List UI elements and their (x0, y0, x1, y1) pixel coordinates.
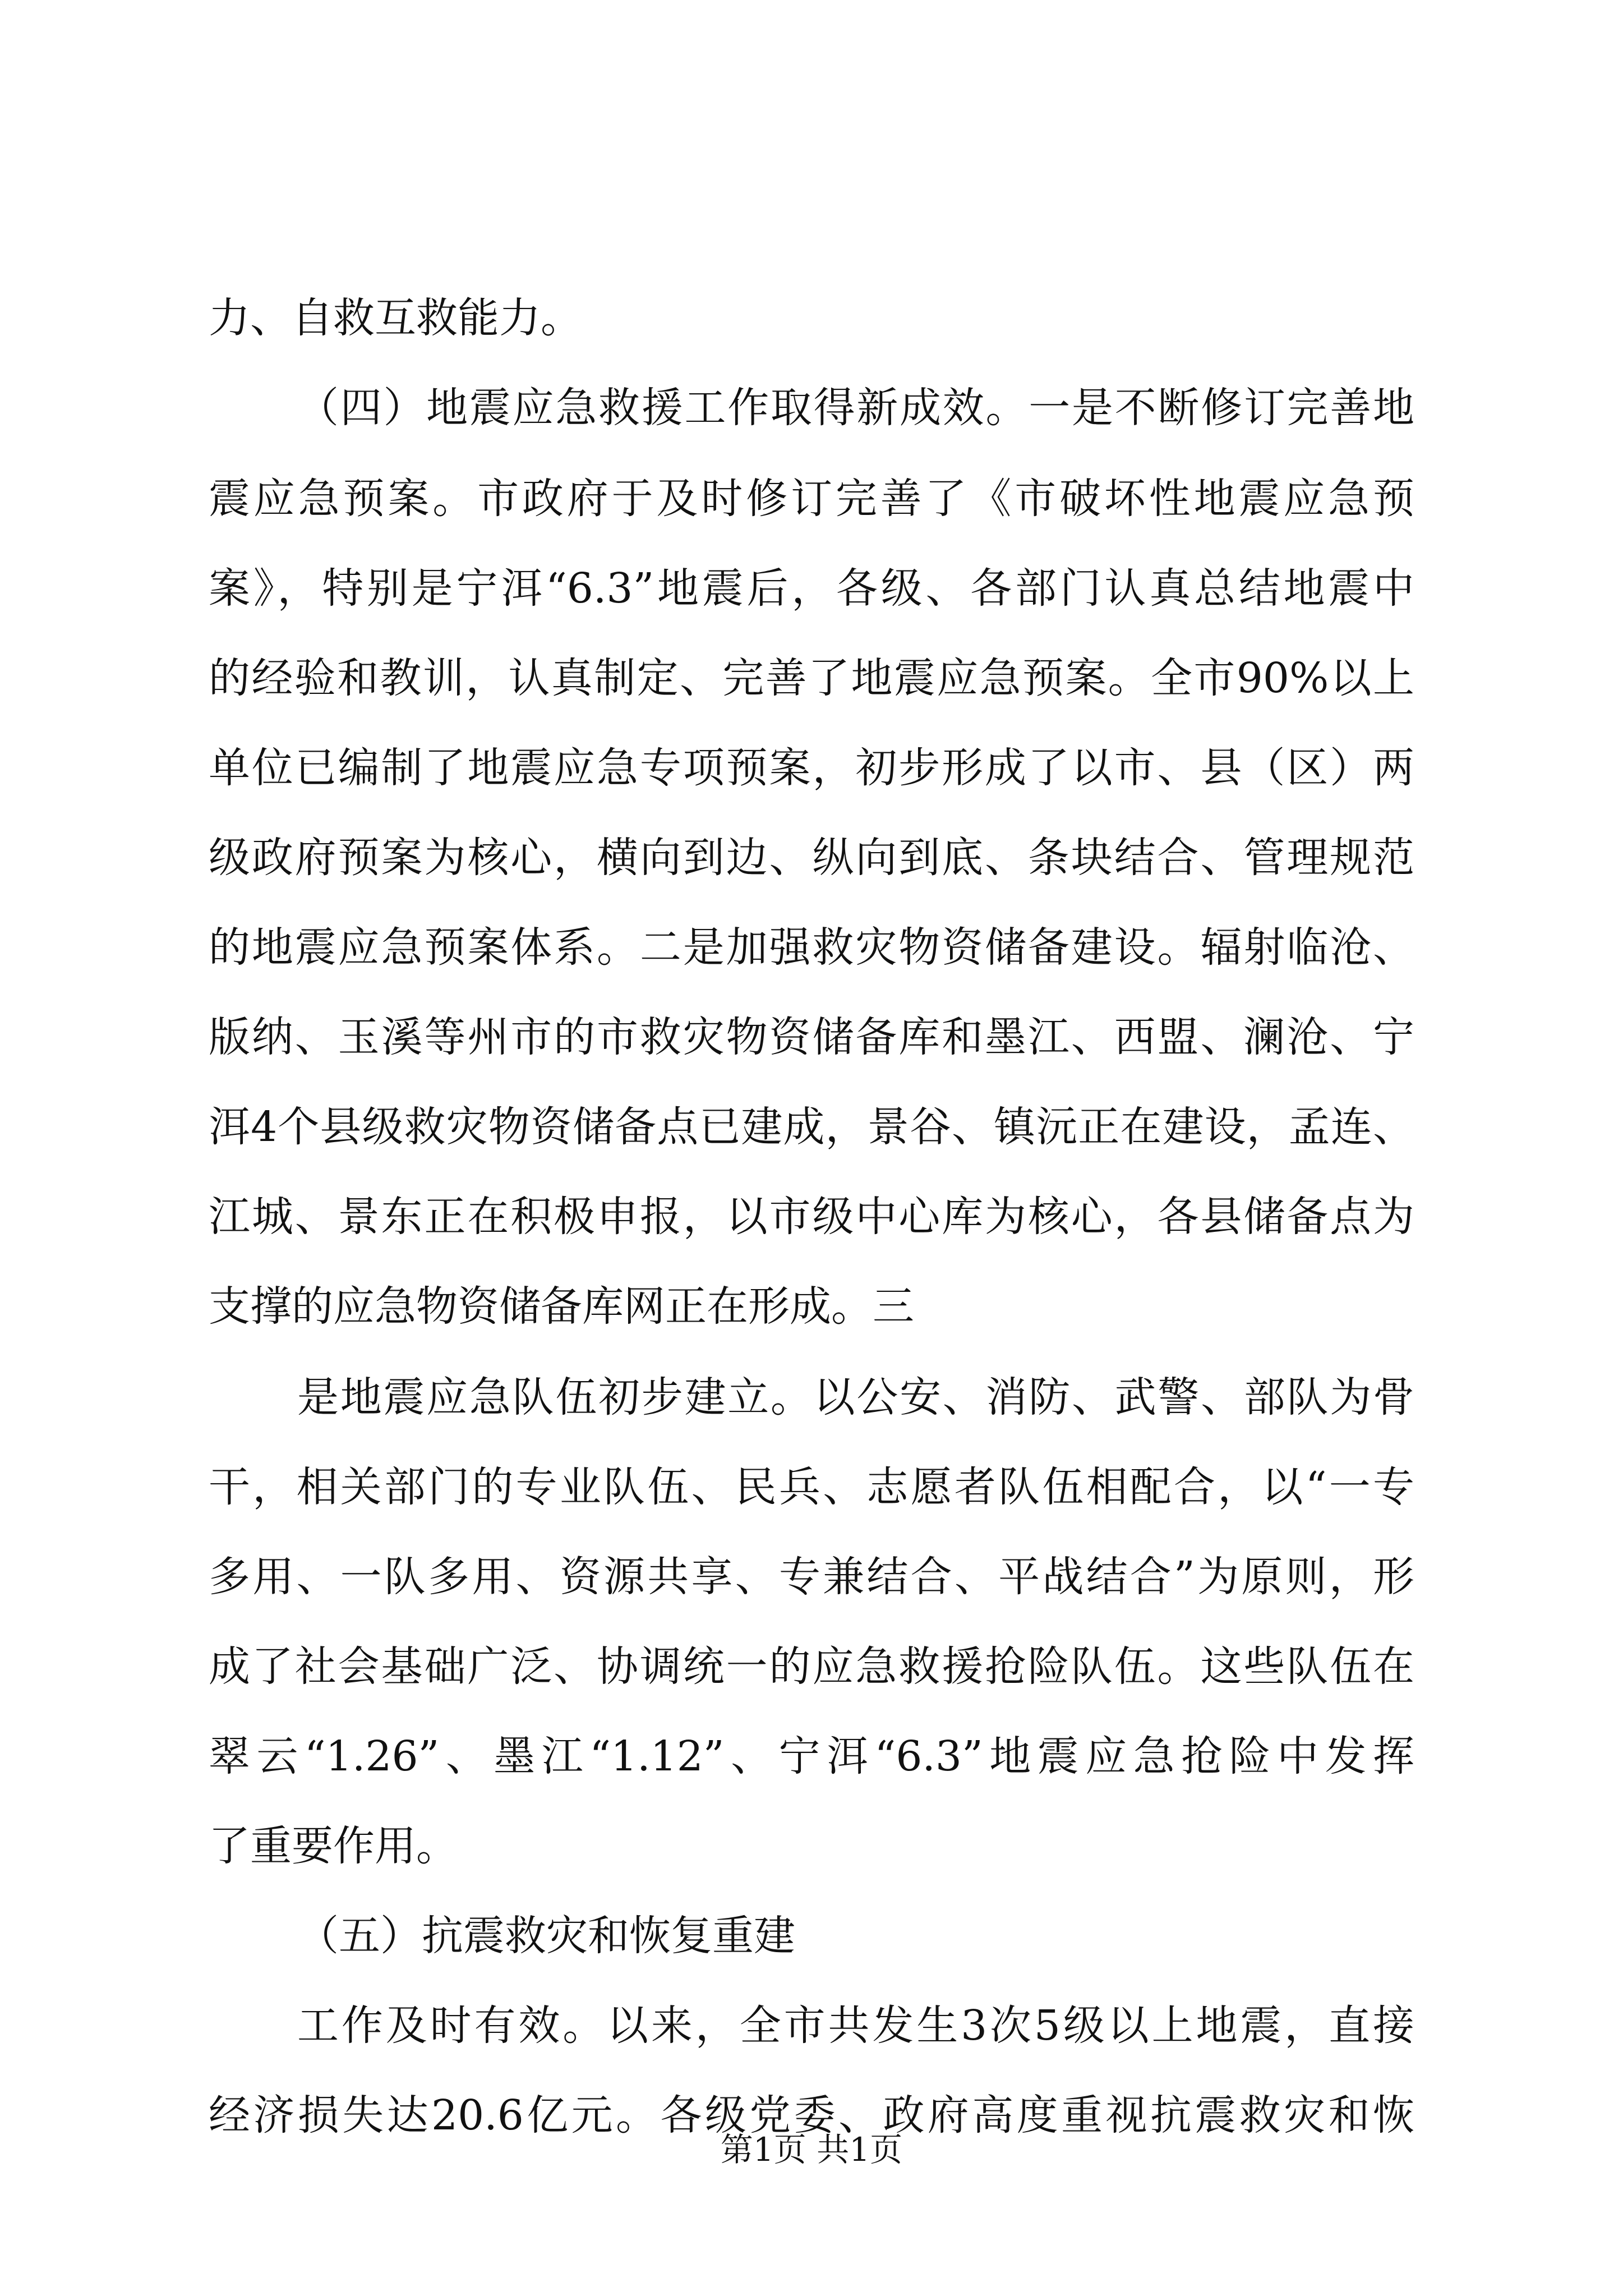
text-line-18 (0, 1815, 1623, 1877)
text-line-6 (0, 737, 1623, 799)
text-line-11-content: 江城、景东正在积极申报，以市级中心库为核心，各县储备点为 (209, 1193, 1414, 1241)
text-line-12 (0, 1276, 1623, 1337)
text-line-16-content: 成了社会基础广泛、协调统一的应急救援抢险队伍。这些队伍在 (209, 1642, 1414, 1691)
text-line-3 (0, 468, 1623, 530)
text-line-4-content: 案》，特别是宁洱“6.3”地震后，各级、各部门认真总结地震中 (209, 564, 1414, 613)
text-line-10-content: 洱4个县级救灾物资储备点已建成，景谷、镇沅正在建设，孟连、 (209, 1103, 1414, 1151)
text-line-9 (0, 1006, 1623, 1068)
text-line-17-content: 翠云“1.26”、墨江“1.12”、宁洱“6.3”地震应急抢险中发挥 (209, 1732, 1414, 1780)
text-line-13 (0, 1366, 1623, 1428)
text-line-12-content: 支撑的应急物资储备库网正在形成。三 (209, 1282, 914, 1331)
text-line-6-content: 单位已编制了地震应急专项预案，初步形成了以市、县（区）两 (209, 744, 1414, 792)
text-line-7-content: 级政府预案为核心，横向到边、纵向到底、条块结合、管理规范 (209, 834, 1414, 882)
text-line-8 (0, 917, 1623, 978)
text-line-4 (0, 558, 1623, 619)
text-line-9-content: 版纳、玉溪等州市的市救灾物资储备库和墨江、西盟、澜沧、宁 (209, 1013, 1414, 1061)
text-line-11 (0, 1186, 1623, 1248)
text-line-16 (0, 1636, 1623, 1697)
text-line-2-content: （四）地震应急救援工作取得新成效。一是不断修订完善地 (297, 384, 1414, 432)
text-line-20 (0, 1995, 1623, 2056)
text-line-14-content: 干，相关部门的专业队伍、民兵、志愿者队伍相配合，以“一专 (209, 1463, 1414, 1511)
text-line-17 (0, 1726, 1623, 1787)
text-line-1 (0, 287, 1623, 349)
text-line-1-content: 力、自救互救能力。 (209, 294, 582, 342)
text-line-15 (0, 1546, 1623, 1608)
page-number: 第1页 共1页 (720, 2131, 903, 2169)
text-line-14 (0, 1456, 1623, 1518)
text-line-13-content: 是地震应急队伍初步建立。以公安、消防、武警、部队为骨 (297, 1373, 1414, 1421)
text-line-8-content: 的地震应急预案体系。二是加强救灾物资储备建设。辐射临沧、 (209, 923, 1414, 972)
text-line-10 (0, 1096, 1623, 1158)
text-line-19 (0, 1905, 1623, 1967)
text-line-5-content: 的经验和教训，认真制定、完善了地震应急预案。全市90%以上 (209, 654, 1414, 702)
text-line-18-content: 了重要作用。 (209, 1822, 458, 1870)
text-line-21-content: 经济损失达20.6亿元。各级党委、政府高度重视抗震救灾和恢 (209, 2091, 1414, 2139)
text-line-7 (0, 827, 1623, 889)
text-line-15-content: 多用、一队多用、资源共享、专兼结合、平战结合”为原则，形 (209, 1553, 1414, 1601)
text-line-19-content: （五）抗震救灾和恢复重建 (297, 1912, 795, 1960)
text-line-3-content: 震应急预案。市政府于及时修订完善了《市破坏性地震应急预 (209, 475, 1414, 523)
page-footer (0, 2127, 1623, 2172)
text-line-2 (0, 377, 1623, 439)
text-line-5 (0, 647, 1623, 709)
text-line-20-content: 工作及时有效。以来，全市共发生3次5级以上地震，直接 (297, 2001, 1414, 2050)
